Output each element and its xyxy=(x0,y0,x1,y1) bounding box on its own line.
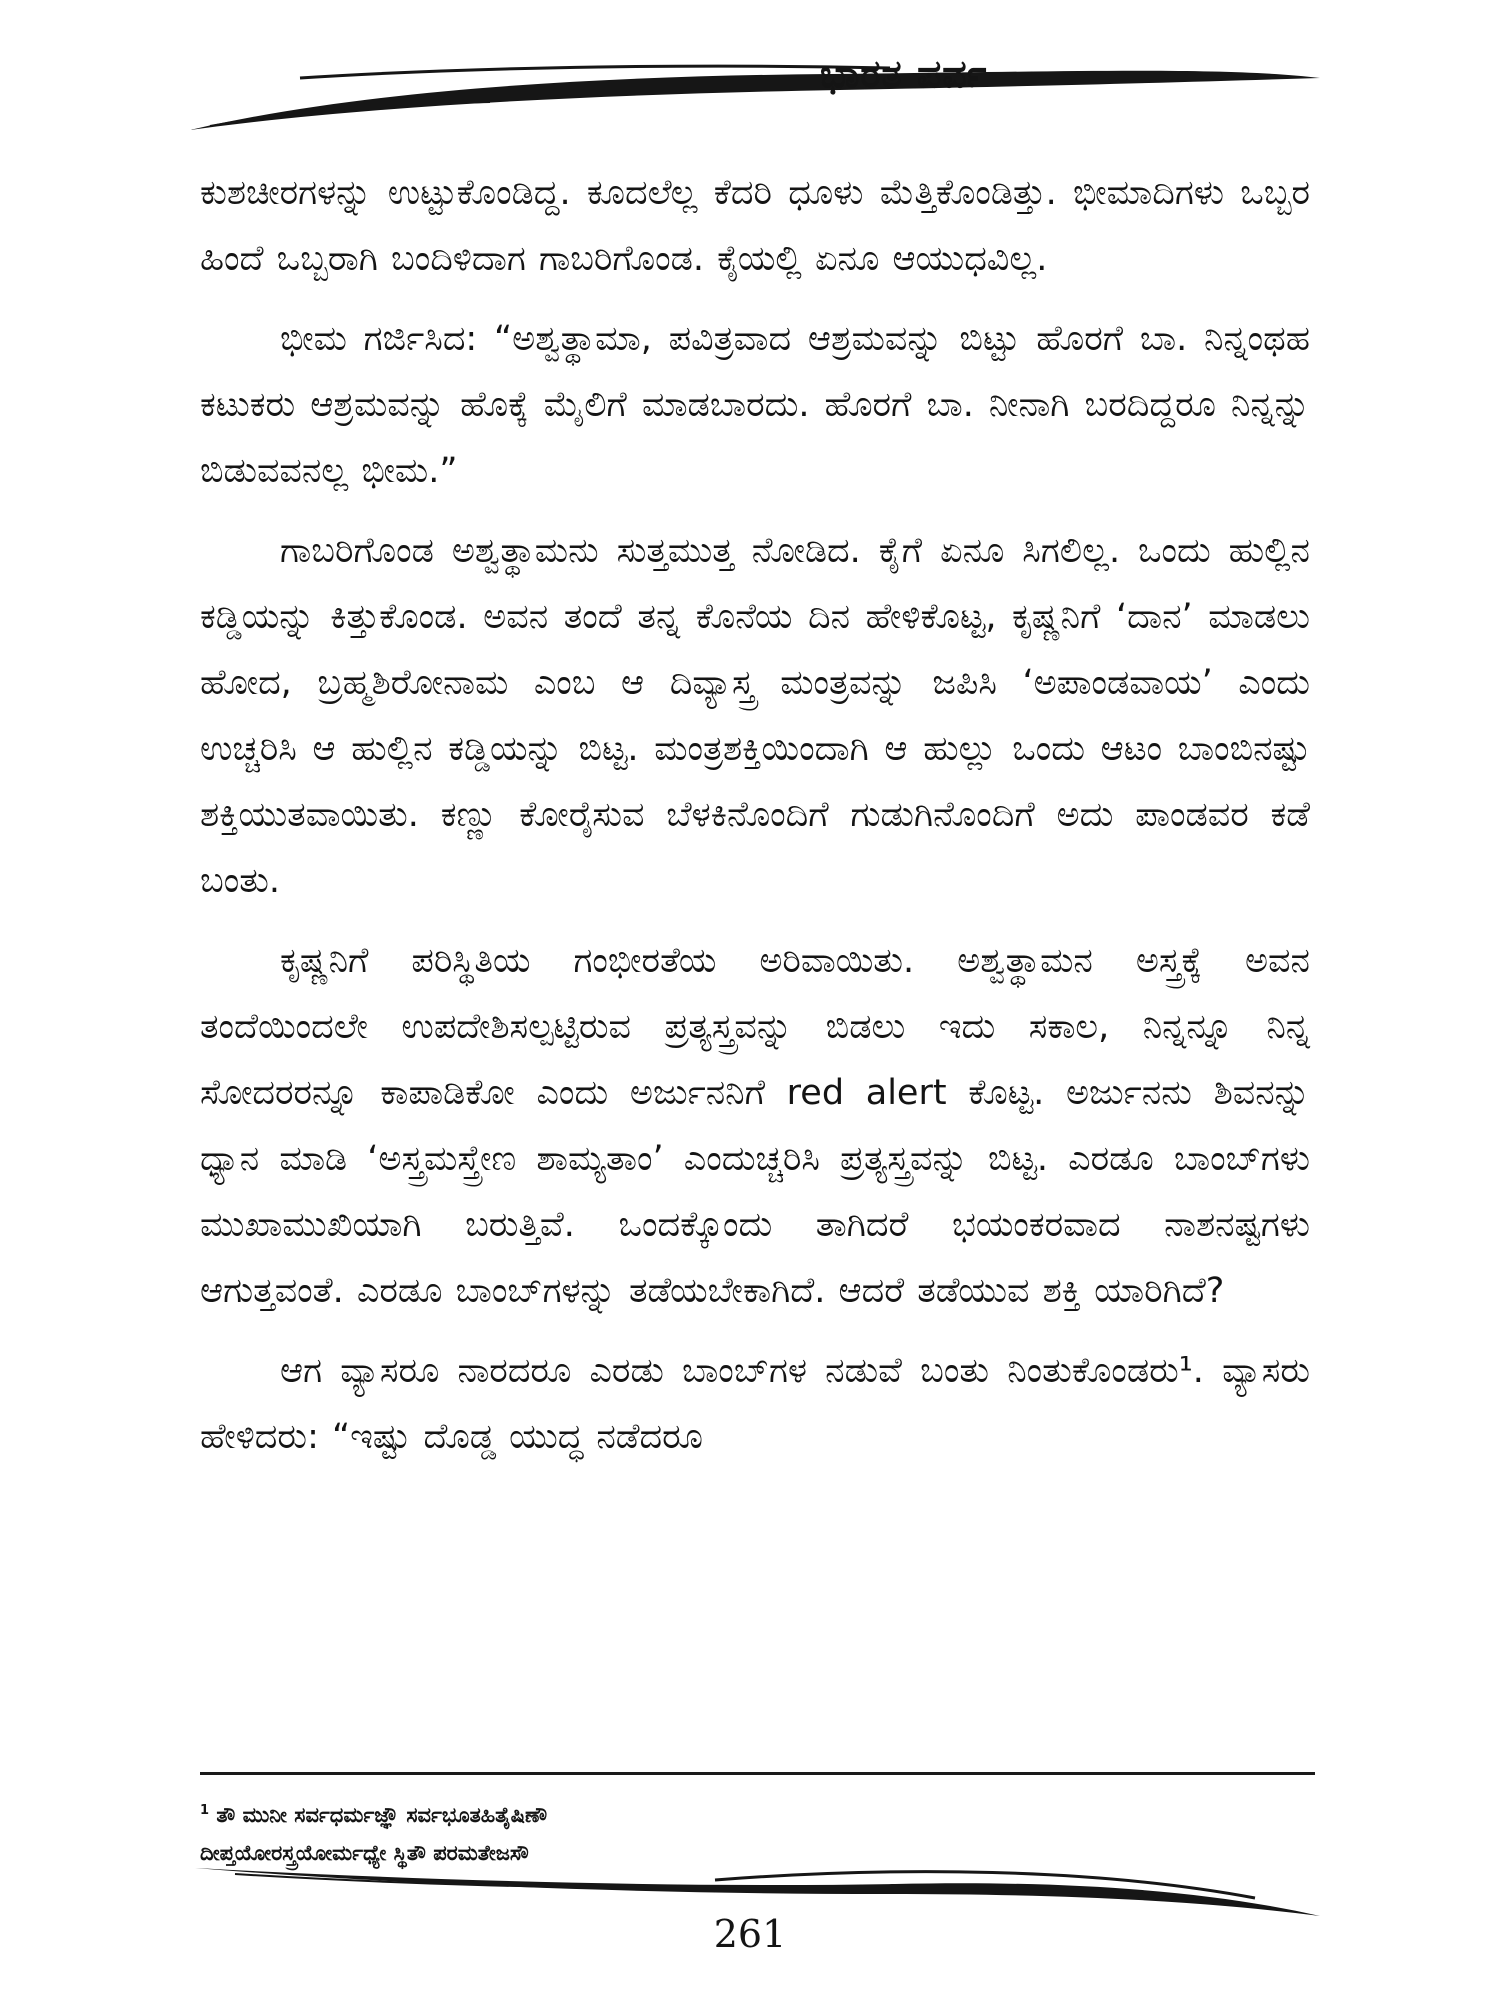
paragraph: ಭೀಮ ಗರ್ಜಿಸಿದ: “ಅಶ್ವತ್ಥಾಮಾ, ಪವಿತ್ರವಾದ ಆಶ್ರಮವನ್ನು ಬಿಟ್ಟು ಹೊರಗೆ ಬಾ. ನಿನ್ನಂಥಹ ಕಟುಕರು ಆಶ್ರಮವನ್ನು ಹೊಕ್ಕೆ ಮೈಲಿಗೆ ಮಾಡಬಾರದು. ಹೊರಗೆ ಬಾ. ನೀನಾಗಿ ಬರದಿದ್ದರೂ ನಿನ್ನನ್ನು ಬಿಡುವವನಲ್ಲ ಭೀಮ.” xyxy=(200,319,1310,491)
footnote-divider xyxy=(200,1772,1315,1775)
page-number: 261 xyxy=(713,1912,787,1956)
footnote-line-1 xyxy=(200,1792,1310,1834)
footnote-text: ತೌ ಮುನೀ ಸರ್ವಧರ್ಮಜ್ಞೌ ಸರ್ವಭೂತಹಿತೈಷಿಣೌ xyxy=(216,1803,548,1827)
main-text xyxy=(200,160,1310,1484)
paragraph: ಕೃಷ್ಣನಿಗೆ ಪರಿಸ್ಥಿತಿಯ ಗಂಭೀರತೆಯ ಅರಿವಾಯಿತು. ಅಶ್ವತ್ಥಾಮನ ಅಸ್ತ್ರಕ್ಕೆ ಅವನ ತಂದೆಯಿಂದಲೇ ಉಪದೇಶಿಸಲ್ಪಟ್ಟಿರುವ ಪ್ರತ್ಯಸ್ತ್ರವನ್ನು ಬಿಡಲು ಇದು ಸಕಾಲ, ನಿನ್ನನ್ನೂ ನಿನ್ನ ಸೋದರರನ್ನೂ ಕಾಪಾಡಿಕೋ ಎಂದು ಅರ್ಜುನನಿಗೆ red alert ಕೊಟ್ಟ. ಅರ್ಜುನನು ಶಿವನನ್ನು ಧ್ಯಾನ ಮಾಡಿ ‘ಅಸ್ತ್ರಮಸ್ತ್ರೇಣ ಶಾಮ್ಯತಾಂ’ ಎಂದುಚ್ಚರಿಸಿ ಪ್ರತ್ಯಸ್ತ್ರವನ್ನು ಬಿಟ್ಟ. ಎರಡೂ ಬಾಂಬ್‌ಗಳು ಮುಖಾಮುಖಿಯಾಗಿ ಬರುತ್ತಿವೆ. ಒಂದಕ್ಕೊಂದು ತಾಗಿದರೆ ಭಯಂಕರವಾದ ನಾಶನಷ್ಟಗಳು ಆಗುತ್ತವಂತೆ. ಎರಡೂ ಬಾಂಬ್‌ಗಳನ್ನು ತಡೆಯಬೇಕಾಗಿದೆ. ಆದರೆ ತಡೆಯುವ ಶಕ್ತಿ ಯಾರಿಗಿದೆ? xyxy=(200,941,1310,1311)
paragraph: ಆಗ ವ್ಯಾಸರೂ ನಾರದರೂ ಎರಡು ಬಾಂಬ್‌ಗಳ ನಡುವೆ ಬಂತು ನಿಂತುಕೊಂಡರು¹. ವ್ಯಾಸರು ಹೇಳಿದರು: “ಇಷ್ಟು ದೊಡ್ಡ ಯುದ್ಧ ನಡೆದರೂ xyxy=(200,1351,1310,1457)
footnote-marker: 1 xyxy=(200,1803,210,1818)
running-header: ಭಾರತ ಪರ್ವ xyxy=(820,52,988,96)
header-ornament xyxy=(190,58,1320,138)
paragraph: ಕುಶಚೀರಗಳನ್ನು ಉಟ್ಟುಕೊಂಡಿದ್ದ. ಕೂದಲೆಲ್ಲ ಕೆದರಿ ಧೂಳು ಮೆತ್ತಿಕೊಂಡಿತ್ತು. ಭೀಮಾದಿಗಳು ಒಬ್ಬರ ಹಿಂದೆ ಒಬ್ಬರಾಗಿ ಬಂದಿಳಿದಾಗ ಗಾಬರಿಗೊಂಡ. ಕೈಯಲ್ಲಿ ಏನೂ ಆಯುಧವಿಲ್ಲ. xyxy=(200,173,1310,279)
footer-ornament xyxy=(195,1858,1320,1918)
paragraph: ಗಾಬರಿಗೊಂಡ ಅಶ್ವತ್ಥಾಮನು ಸುತ್ತಮುತ್ತ ನೋಡಿದ. ಕೈಗೆ ಏನೂ ಸಿಗಲಿಲ್ಲ. ಒಂದು ಹುಲ್ಲಿನ ಕಡ್ಡಿಯನ್ನು ಕಿತ್ತುಕೊಂಡ. ಅವನ ತಂದೆ ತನ್ನ ಕೊನೆಯ ದಿನ ಹೇಳಿಕೊಟ್ಟ, ಕೃಷ್ಣನಿಗೆ ‘ದಾನ’ ಮಾಡಲು ಹೋದ, ಬ್ರಹ್ಮಶಿರೋನಾಮ ಎಂಬ ಆ ದಿವ್ಯಾಸ್ತ್ರ ಮಂತ್ರವನ್ನು ಜಪಿಸಿ ‘ಅಪಾಂಡವಾಯ’ ಎಂದು ಉಚ್ಚರಿಸಿ ಆ ಹುಲ್ಲಿನ ಕಡ್ಡಿಯನ್ನು ಬಿಟ್ಟ. ಮಂತ್ರಶಕ್ತಿಯಿಂದಾಗಿ ಆ ಹುಲ್ಲು ಒಂದು ಆಟಂ ಬಾಂಬಿನಷ್ಟು ಶಕ್ತಿಯುತವಾಯಿತು. ಕಣ್ಣು ಕೋರೈಸುವ ಬೆಳಕಿನೊಂದಿಗೆ ಗುಡುಗಿನೊಂದಿಗೆ ಅದು ಪಾಂಡವರ ಕಡೆ ಬಂತು. xyxy=(200,531,1310,901)
footnote-line-2: ದೀಪ್ತಯೋರಸ್ತ್ರಯೋರ್ಮಧ್ಯೇ ಸ್ಥಿತೌ ಪರಮತೇಜಸೌ xyxy=(200,1841,529,1865)
